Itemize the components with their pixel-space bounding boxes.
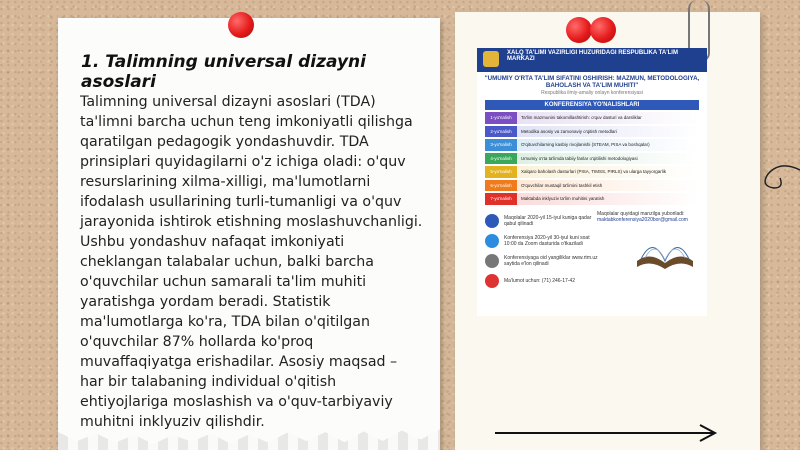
- session-tag: 7-yo'nalish: [485, 193, 517, 205]
- info-icon: [485, 254, 499, 268]
- pushpin-icon: [566, 17, 592, 43]
- session-list: [485, 112, 699, 205]
- poster-title: "UMUMIY O'RTA TA'LIM SIFATINI OSHIRISH: MAZMUN, METODOLOGIYA, BAHOLASH VA TA'LIM MUHITI": [484, 75, 700, 89]
- info-icon: [485, 274, 499, 288]
- session-row: [485, 180, 699, 192]
- info-icon: [485, 214, 499, 228]
- session-description: O'qituvchilarning kasbiy rivojlanishi (STEAM, PISA va boshqalar): [521, 142, 650, 147]
- poster-subtitle: Respublika ilmiy-amaliy onlayn konferensiyasi: [541, 90, 643, 96]
- session-row: [485, 153, 699, 165]
- session-row: [485, 139, 699, 151]
- email-label: Maqolalar quyidagi manzilga yuboriladi:: [597, 210, 685, 217]
- info-text: Konferensiyaga oid yangiliklar www.rtm.uz saytida e'lon qilinadi: [504, 254, 598, 267]
- session-row: [485, 126, 699, 138]
- email-address[interactable]: maktabkonferensiya2020bor@gmail.com: [597, 216, 688, 223]
- logo-icon: [483, 51, 499, 67]
- pushpin-icon: [590, 17, 616, 43]
- session-description: Ta'lim mazmunini takomillashtirish: o'quv dasturi va darsliklar: [521, 115, 642, 120]
- curly-arrow-icon: [760, 160, 800, 200]
- session-row: [485, 166, 699, 178]
- session-tag: 6-yo'nalish: [485, 180, 517, 192]
- session-row: [485, 112, 699, 124]
- session-row: [485, 193, 699, 205]
- email-block: [597, 211, 707, 223]
- poster-header: [477, 48, 707, 72]
- info-icon: [485, 234, 499, 248]
- session-description: Xalqaro baholash dasturlari (PISA, TIMSS, PIRLS) va ularga tayyorgarlik: [521, 169, 666, 174]
- session-description: Maktabda inklyuziv ta'lim muhitini yaratish: [521, 196, 605, 201]
- session-description: Umumiy o'rta ta'limda tabiiy fanlar o'qitilishi metodologiyasi: [521, 155, 638, 161]
- session-tag: 4-yo'nalish: [485, 153, 517, 165]
- poster-header-text: XALQ TA'LIMI VAZIRLIGI HUZURIDAGI RESPUBLIKA TA'LIM MARKAZI: [507, 50, 678, 62]
- note-heading: 1. Talimning universal dizayni asoslari: [81, 52, 366, 92]
- info-row: [485, 271, 699, 291]
- info-text: Konferensiya 2020-yil 30-iyul kuni soat 10:00 da Zoom dasturida o'tkaziladi: [504, 234, 590, 247]
- session-description: Metodika asosiy va zamonaviy o'qitish metodlari: [521, 128, 617, 134]
- info-list: [485, 211, 699, 291]
- arrow-icon: [495, 423, 720, 443]
- note-body: Talimning universal dizayni asoslari (TDA) ta'limni barcha uchun teng imkoniyatli qilishga qaratilgan pedagogik yondashuvdir. TDA prinsiplari quyidagilarni o'z ichiga oladi: o'quv resurslarining xilma-xilligi, ma'lumotlarni ifodalash usullarining turli-tumanligi va o'quv jarayonida ishtirok etishning moslashuvchanligi. Ushbu yondashuv nafaqat imkoniyati cheklangan talabalar uchun, balki barcha o'quvchilar uchun samarali ta'lim muhiti yaratishga yordam beradi. Statistik ma'lumotlarga ko'ra, TDA bilan o'qitilgan o'quvchilar 87% hollarda ko'proq muvaffaqiyatga erishadilar. Asosiy maqsad – har bir talabaning individual o'qitish ehtiyojlariga moslashish va o'quv-tarbiyaviy muhitni inklyuziv qilishdir.: [80, 94, 423, 430]
- pushpin-icon: [228, 12, 254, 38]
- session-tag: 2-yo'nalish: [485, 126, 517, 138]
- open-book-icon: [635, 231, 695, 271]
- session-tag: 1-yo'nalish: [485, 112, 517, 124]
- info-text: Ma'lumot uchun: (71) 246-17-42: [504, 277, 575, 284]
- session-tag: 3-yo'nalish: [485, 139, 517, 151]
- session-description: O'quvchilar mustaqil ta'limini tashkil etish: [521, 182, 603, 188]
- conference-section-label: KONFERENSIYA YO'NALISHLARI: [485, 100, 699, 110]
- info-text: Maqolalar 2020-yil 15-iyul kuniga qadar qabul qilinadi: [504, 214, 592, 227]
- conference-poster: [477, 48, 707, 316]
- session-tag: 5-yo'nalish: [485, 166, 517, 178]
